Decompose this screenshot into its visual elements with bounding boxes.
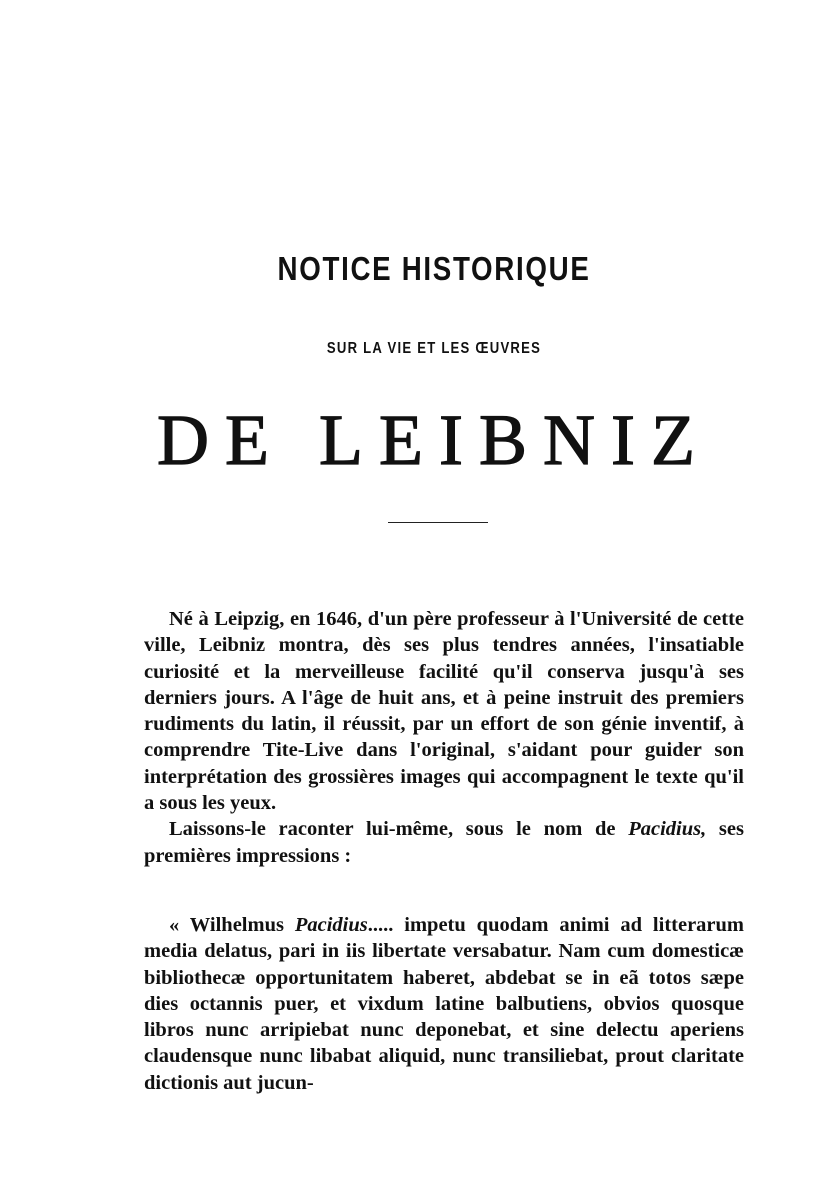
intro-text [144, 606, 744, 869]
notice-title: NOTICE HISTORIQUE [277, 250, 591, 287]
quote-text: ..... impetu quodam animi ad litterarum media delatus, pari in iis libertate versabatur. Nam cum domesticæ bibliothecæ opportunitatem haberet, abdebat se in eã totos sæpe dies octannis puer, et vixdum latine balbutiens, obvios quosque libros nunc arripiebat nunc deponebat, et sine delectu aperiens claudensque nunc libabat aliquid, nunc transiliebat, prout claritate dictionis aut jucun- [144, 914, 744, 1094]
paragraph-birth: Né à Leipzig, en 1646, d'un père professeur à l'Université de cette ville, Leibniz montra, dès ses plus tendres années, l'insatiable curiosité et la merveilleuse facilité qu'il conserva jusqu'à ses derniers jours. A l'âge de huit ans, et à peine instruit des premiers rudiments du latin, il réussit, par un effort de son génie inventif, à comprendre Tite-Live dans l'original, s'aidant pour guider son interprétation des grossières images qui accompagnent le texte qu'il a sous les yeux. [144, 608, 744, 815]
paragraph-pacidius [144, 816, 744, 869]
paragraph-pacidius-end: ses premières impressions : [144, 818, 744, 867]
leibniz-heading: DE LEIBNIZ [157, 400, 711, 480]
pacidius-name: Pacidius, [628, 818, 707, 841]
quote-pacidius: Pacidius [294, 914, 368, 936]
quote-paragraph [144, 912, 744, 1096]
title-divider [388, 522, 488, 523]
notice-subtitle: SUR LA VIE ET LES ŒUVRES [326, 340, 542, 357]
quote-open: « Wilhelmus [169, 914, 295, 936]
latin-quote [144, 912, 744, 1096]
paragraph-pacidius-start: Laissons-le raconter lui-même, sous le nom de [169, 818, 629, 841]
